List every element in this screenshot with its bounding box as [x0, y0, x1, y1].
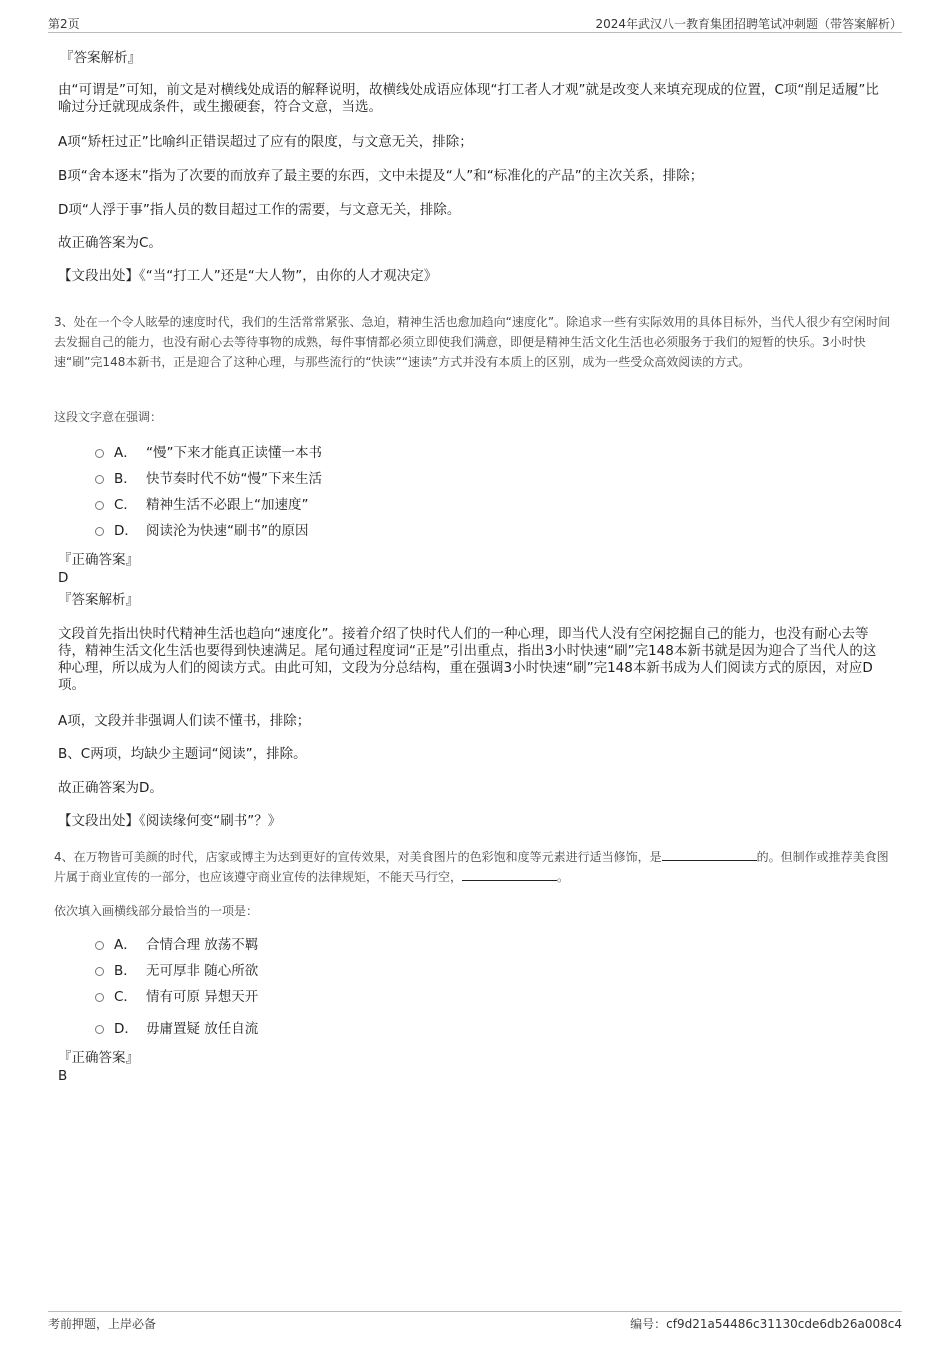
source-citation: 【文段出处】《阅读缘何变“刷书”？》 — [58, 813, 282, 829]
page-header — [48, 14, 902, 33]
analysis-paragraph: B、C两项，均缺少主题词“阅读”，排除。 — [58, 746, 307, 762]
option-c[interactable]: C． 情有可原 异想天开 — [95, 987, 258, 1007]
analysis-paragraph: D项“人浮于事”指人员的数目超过工作的需要，与文意无关，排除。 — [58, 202, 461, 218]
page-number: 第2页 — [48, 17, 80, 31]
correct-answer: D — [58, 570, 69, 586]
radio-icon[interactable] — [95, 993, 104, 1002]
footer-slogan: 考前押题，上岸必备 — [48, 1317, 157, 1331]
option-a[interactable]: A． 合情合理 放荡不羁 — [95, 935, 258, 955]
option-b[interactable]: B． 快节奏时代不妨“慢”下来生活 — [95, 469, 322, 489]
page-footer — [48, 1311, 902, 1331]
option-d[interactable]: D． 阅读沦为快速“刷书”的原因 — [95, 521, 309, 541]
radio-icon[interactable] — [95, 967, 104, 976]
radio-icon[interactable] — [95, 1025, 104, 1034]
analysis-paragraph: 由“可谓是”可知，前文是对横线处成语的解释说明，故横线处成语应体现“打工者人才观”就是改变人来填充现成的位置，C项“削足适履”比喻过分迁就现成条件，或生搬硬套，符合文意，当选。 — [58, 82, 879, 115]
question-stem: 4、在万物皆可美颜的时代，店家或博主为达到更好的宣传效果，对美食图片的色彩饱和度等元素进行适当修饰，是 的。但制作或推荐美食图片属于商业宣传的一部分，也应该遵守商业宣传的法律规矩，不能天马行空， 。 — [54, 850, 889, 884]
answer-conclusion: 故正确答案为D。 — [58, 780, 163, 796]
document-title: 2024年武汉八一教育集团招聘笔试冲刺题（带答案解析） — [595, 17, 902, 31]
analysis-paragraph: 文段首先指出快时代精神生活也趋向“速度化”。接着介绍了快时代人们的一种心理，即当代人没有空闲挖掘自己的能力，也没有耐心去等待，精神生活文化生活也要得到快速满足。尾句通过程度词“正是”引出重点，指出3小时快速“刷”完148本新书就是因为迎合了当代人的这种心理，所以成为人们的阅读方式。由此可知，文段为分总结构，重在强调3小时快速“刷”完148本新书成为人们阅读方式的原因，对应D项。 — [58, 626, 877, 693]
radio-icon[interactable] — [95, 475, 104, 484]
analysis-paragraph: A项，文段并非强调人们读不懂书，排除； — [58, 713, 311, 729]
answer-title: 『正确答案』 — [58, 1050, 139, 1066]
radio-icon[interactable] — [95, 941, 104, 950]
radio-icon[interactable] — [95, 449, 104, 458]
analysis-title: 『答案解析』 — [58, 592, 139, 608]
analysis-title: 『答案解析』 — [60, 50, 141, 66]
radio-icon[interactable] — [95, 501, 104, 510]
option-d[interactable]: D． 毋庸置疑 放任自流 — [95, 1019, 258, 1039]
question-prompt: 依次填入画横线部分最恰当的一项是： — [54, 904, 259, 918]
answer-title: 『正确答案』 — [58, 552, 139, 568]
analysis-paragraph: B项“舍本逐末”指为了次要的而放弃了最主要的东西，文中未提及“人”和“标准化的产品”的主次关系，排除； — [58, 168, 704, 184]
option-c[interactable]: C． 精神生活不必跟上“加速度” — [95, 495, 309, 515]
radio-icon[interactable] — [95, 527, 104, 536]
option-b[interactable]: B． 无可厚非 随心所欲 — [95, 961, 258, 981]
question-stem: 3、处在一个令人眩晕的速度时代，我们的生活常常紧张、急迫，精神生活也愈加趋向“速度化”。除追求一些有实际效用的具体目标外，当代人很少有空闲时间去发掘自己的能力，也没有耐心去等待事物的成熟，每件事情都必须立即使我们满意，即便是精神生活文化生活也必须服务于我们的短暂的快乐。3小时快速“刷”完148本新书，正是迎合了这种心理，与那些流行的“快读”“速读”方式并没有本质上的区别，成为一些受众高效阅读的方式。 — [54, 315, 891, 369]
analysis-paragraph: A项“矫枉过正”比喻纠正错误超过了应有的限度，与文意无关，排除； — [58, 134, 473, 150]
source-citation: 【文段出处】《“当“打工人”还是“大人物”，由你的人才观决定》 — [58, 268, 438, 284]
document-id: 编号：cf9d21a54486c31130cde6db26a008c4 — [630, 1317, 902, 1331]
question-prompt: 这段文字意在强调： — [54, 410, 163, 424]
correct-answer: B — [58, 1068, 68, 1084]
fill-blank — [462, 868, 557, 881]
fill-blank — [662, 848, 757, 861]
answer-conclusion: 故正确答案为C。 — [58, 235, 162, 251]
option-a[interactable]: A． “慢”下来才能真正读懂一本书 — [95, 443, 322, 463]
